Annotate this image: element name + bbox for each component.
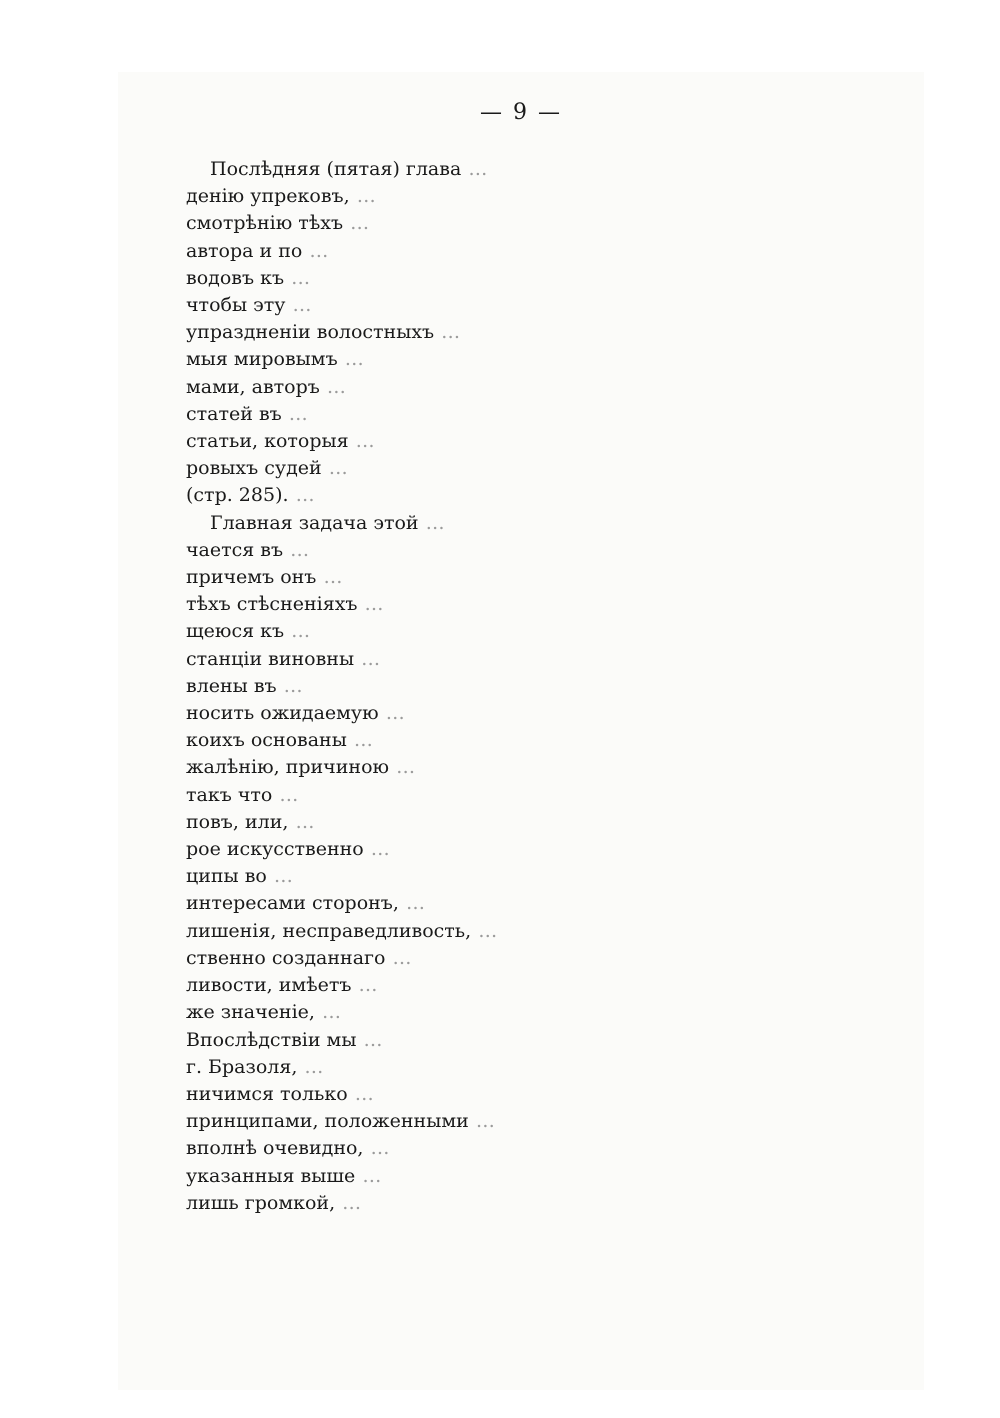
- elided-remainder: …: [356, 1028, 384, 1051]
- line-opening: станціи виновны: [186, 647, 355, 670]
- text-line: [186, 1108, 868, 1135]
- text-line: [186, 591, 868, 618]
- elided-remainder: …: [337, 348, 365, 371]
- text-line: [186, 646, 868, 673]
- elided-remainder: …: [319, 375, 347, 398]
- elided-remainder: …: [461, 158, 489, 180]
- text-line: [186, 210, 868, 237]
- text-line: [186, 401, 868, 428]
- elided-remainder: …: [281, 402, 309, 425]
- elided-remainder: …: [398, 892, 426, 915]
- elided-remainder: …: [283, 538, 311, 561]
- elided-remainder: …: [349, 185, 377, 208]
- text-line: [186, 727, 868, 754]
- text-line: [186, 754, 868, 781]
- elided-remainder: …: [418, 511, 446, 534]
- line-opening: носить ожидаемую: [186, 702, 379, 725]
- elided-remainder: …: [471, 919, 499, 942]
- text-line: [186, 455, 868, 482]
- text-line: [186, 945, 868, 972]
- elided-remainder: …: [378, 702, 406, 725]
- text-line: [186, 292, 868, 319]
- elided-remainder: …: [316, 566, 344, 589]
- elided-remainder: …: [351, 974, 379, 997]
- elided-remainder: …: [363, 838, 391, 861]
- elided-remainder: …: [314, 1001, 342, 1024]
- line-opening: статьи, которыя: [186, 430, 349, 453]
- elided-remainder: …: [302, 239, 330, 262]
- text-line: [186, 265, 868, 292]
- text-line: [186, 183, 868, 210]
- text-line: [186, 782, 868, 809]
- elided-remainder: …: [276, 674, 304, 697]
- text-line: [186, 1054, 868, 1081]
- elided-remainder: …: [285, 294, 313, 317]
- elided-remainder: …: [357, 593, 385, 616]
- line-opening: принципами, положенными: [186, 1110, 469, 1133]
- elided-remainder: …: [321, 457, 349, 480]
- line-opening: влены въ: [186, 674, 277, 697]
- line-opening: Главная задача этой: [210, 511, 419, 534]
- text-line: [186, 700, 868, 727]
- elided-remainder: …: [347, 1082, 375, 1105]
- text-line: [186, 999, 868, 1026]
- line-opening: Впослѣдствіи мы: [186, 1028, 357, 1051]
- paragraph: [186, 156, 868, 510]
- text-line: [186, 564, 868, 591]
- elided-remainder: …: [434, 321, 462, 344]
- line-opening: повъ, или,: [186, 810, 289, 833]
- line-opening: причемъ онъ: [186, 566, 317, 589]
- elided-remainder: …: [389, 756, 417, 779]
- line-opening: чается въ: [186, 538, 284, 561]
- elided-remainder: …: [288, 484, 316, 507]
- line-opening: же значеніе,: [186, 1001, 315, 1024]
- line-opening: ственно созданнаго: [186, 946, 386, 969]
- book-page: [118, 72, 924, 1390]
- elided-remainder: …: [354, 647, 382, 670]
- line-opening: щеюся къ: [186, 620, 285, 643]
- line-opening: водовъ къ: [186, 266, 285, 289]
- elided-remainder: …: [468, 1110, 496, 1133]
- text-line: [186, 863, 868, 890]
- line-opening: г. Бразоля,: [186, 1055, 298, 1078]
- line-opening: интересами сторонъ,: [186, 892, 399, 915]
- line-opening: мами, авторъ: [186, 375, 320, 398]
- elided-remainder: …: [272, 783, 300, 806]
- text-line: [186, 374, 868, 401]
- elided-remainder: …: [284, 266, 312, 289]
- text-line: [186, 428, 868, 455]
- text-line: [186, 238, 868, 265]
- line-opening: ровыхъ судей: [186, 457, 322, 480]
- line-opening: мыя мировымъ: [186, 348, 338, 371]
- elided-remainder: …: [343, 212, 371, 235]
- line-opening: автора и по: [186, 239, 303, 262]
- line-opening: лишенія, несправедливость,: [186, 919, 472, 942]
- paragraph: [186, 510, 868, 1217]
- line-opening: упраздненіи волостныхъ: [186, 321, 435, 344]
- elided-remainder: …: [297, 1055, 325, 1078]
- text-line: [186, 890, 868, 917]
- elided-remainder: …: [355, 1164, 383, 1187]
- line-opening: указанныя выше: [186, 1164, 356, 1187]
- elided-remainder: …: [348, 430, 376, 453]
- elided-remainder: …: [266, 865, 294, 888]
- page-number: — 9 —: [480, 100, 562, 125]
- line-opening: рое искусственно: [186, 838, 364, 861]
- line-opening: (стр. 285).: [186, 484, 289, 507]
- line-opening: статей въ: [186, 402, 282, 425]
- text-line: [186, 673, 868, 700]
- text-line: [186, 918, 868, 945]
- elided-remainder: …: [284, 620, 312, 643]
- text-line: [186, 618, 868, 645]
- text-line: [186, 1135, 868, 1162]
- line-opening: смотрѣнію тѣхъ: [186, 212, 344, 235]
- text-line: [186, 809, 868, 836]
- line-opening: ципы во: [186, 865, 267, 888]
- text-line: [186, 1190, 868, 1217]
- line-opening: денію упрековъ,: [186, 185, 350, 208]
- line-opening: жалѣнію, причиною: [186, 756, 390, 779]
- line-opening: такъ что: [186, 783, 273, 806]
- elided-remainder: …: [363, 1137, 391, 1160]
- text-block: [186, 156, 868, 1217]
- text-line: [186, 319, 868, 346]
- text-line: [186, 1081, 868, 1108]
- text-line: [186, 972, 868, 999]
- text-line: [186, 510, 868, 537]
- line-opening: тѣхъ стѣсненіяхъ: [186, 593, 358, 616]
- line-opening: Послѣдняя (пятая) глава: [210, 158, 462, 180]
- text-line: [186, 537, 868, 564]
- text-line: [186, 836, 868, 863]
- text-line: [186, 1027, 868, 1054]
- line-opening: чтобы эту: [186, 294, 286, 317]
- elided-remainder: …: [385, 946, 413, 969]
- elided-remainder: …: [346, 729, 374, 752]
- line-opening: ничимся только: [186, 1082, 348, 1105]
- elided-remainder: …: [335, 1191, 363, 1214]
- line-opening: вполнѣ очевидно,: [186, 1137, 364, 1160]
- text-line: [186, 482, 868, 509]
- line-opening: лишь громкой,: [186, 1191, 336, 1214]
- text-line: [186, 1163, 868, 1190]
- elided-remainder: …: [288, 810, 316, 833]
- text-line: [186, 156, 868, 183]
- line-opening: ливости, имѣетъ: [186, 974, 352, 997]
- text-line: [186, 346, 868, 373]
- line-opening: коихъ основаны: [186, 729, 347, 752]
